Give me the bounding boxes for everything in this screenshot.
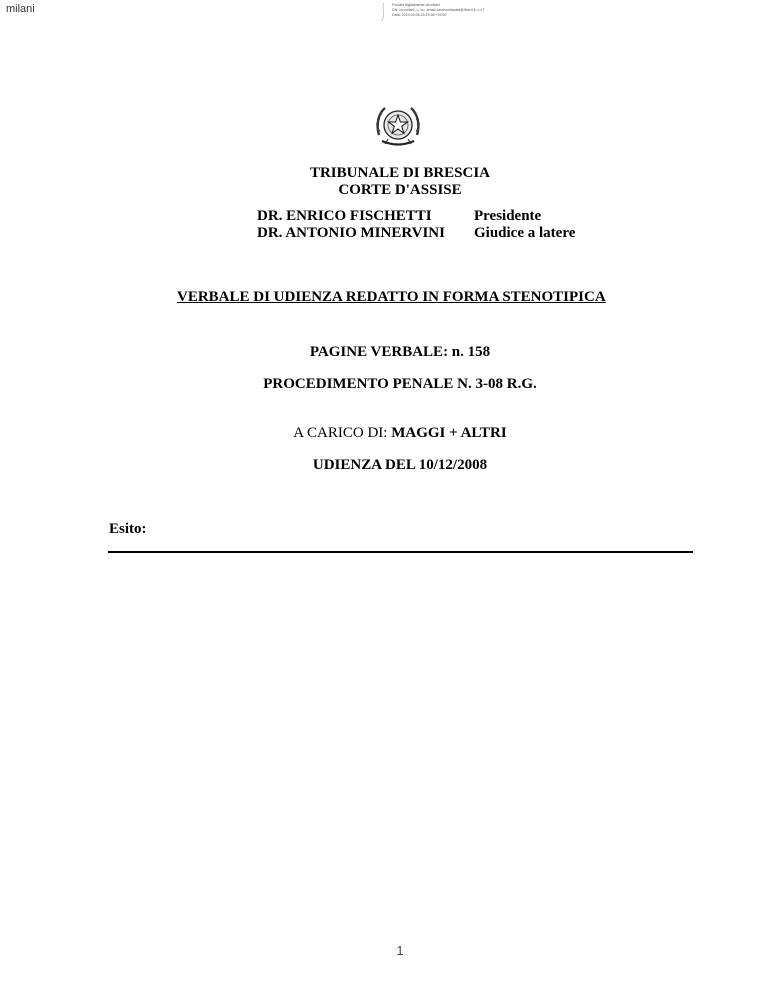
judge-role: Presidente: [474, 208, 542, 224]
judge-row: [257, 208, 575, 225]
judges-block: [257, 208, 575, 242]
signature-name: milani: [6, 3, 35, 15]
signature-line: DN: cn=milani, o, ou, email=centromilanisa@libero.it, c=IT: [392, 7, 485, 12]
signature-mark-icon: [378, 2, 388, 22]
court-name: TRIBUNALE DI BRESCIA: [309, 165, 491, 181]
judge-row: [257, 225, 575, 242]
esito-label: Esito:: [109, 521, 147, 537]
document-type: VERBALE DI UDIENZA REDATTO IN FORMA STENOTIPICA: [177, 289, 606, 305]
page-number: 1: [396, 943, 404, 958]
case-number: PROCEDIMENTO PENALE N. 3-08 R.G.: [263, 376, 537, 392]
verbale-pages: PAGINE VERBALE: n. 158: [309, 344, 491, 360]
judge-role: Giudice a latere: [474, 225, 576, 241]
signature-line: Firmato digitalmente da milani: [392, 3, 440, 7]
judge-name: DR. ANTONIO MINERVINI: [257, 225, 445, 241]
against-line: [0, 424, 768, 442]
judge-name: DR. ENRICO FISCHETTI: [257, 208, 432, 224]
horizontal-rule: [108, 551, 693, 553]
signature-line: Data: 2010.09.06 15:19:36 +02'00': [392, 12, 448, 17]
signature-details: [392, 3, 552, 17]
repubblica-italiana-emblem-icon: [373, 101, 423, 151]
hearing-date: UDIENZA DEL 10/12/2008: [312, 457, 488, 473]
against-value: MAGGI + ALTRI: [391, 425, 507, 441]
against-label: A CARICO DI:: [293, 425, 388, 441]
court-section: CORTE D'ASSISE: [338, 182, 462, 198]
